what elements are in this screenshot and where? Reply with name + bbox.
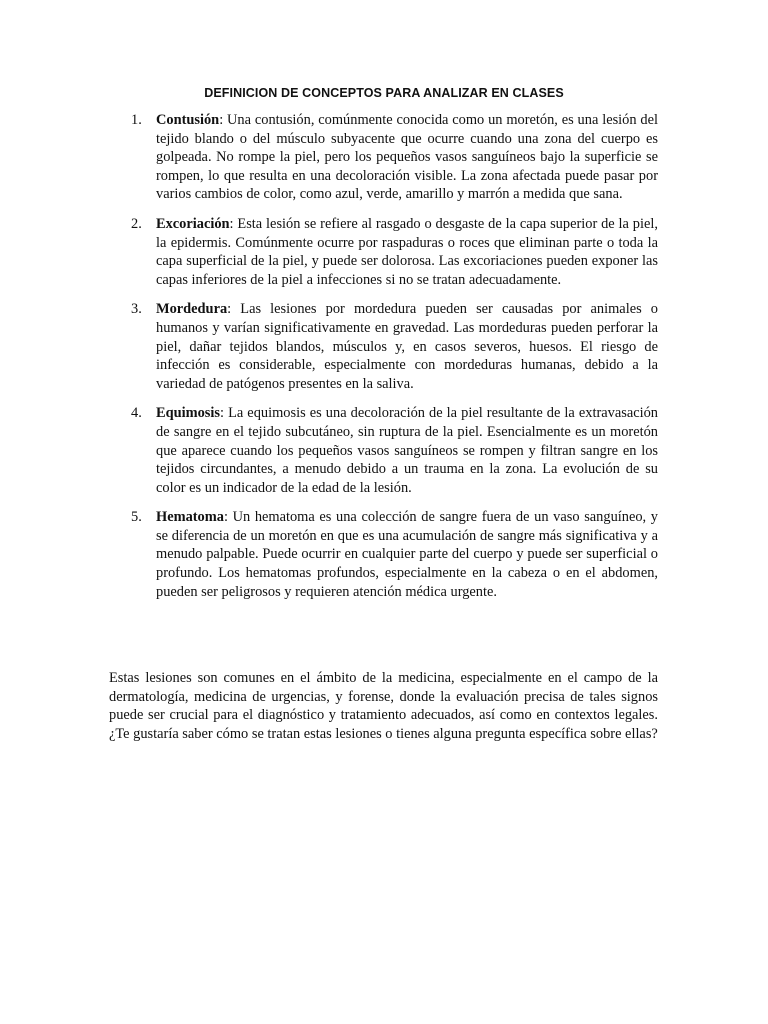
item-definition: : La equimosis es una decoloración de la piel resultante de la extravasación de sangre en el tejido subcutáneo, sin ruptura de la piel. Esencialmente es un moretón que aparece cuando los pequeños vasos sanguíneos se rompen y filtran sangre en los tejidos circundantes, a menudo debido a un trauma en la zona. La evolución de su color es un indicador de la edad de la lesión. (156, 405, 658, 496)
list-item-excoriacion (131, 215, 658, 289)
list-item-contusion (131, 111, 658, 204)
item-number: 4. (131, 405, 142, 422)
definitions-list (131, 111, 658, 612)
list-item-hematoma (131, 508, 658, 601)
item-number: 1. (131, 112, 142, 128)
item-number: 2. (131, 215, 142, 232)
item-definition: : Un hematoma es una colección de sangre fuera de un vaso sanguíneo, y se diferencia de un moretón en que es una acumulación de sangre más significativa y a menudo palpable. Puede ocurrir en cualquier parte del cuerpo y puede ser superficial o profundo. Los hematomas profundos, especialmente en la cabeza o en el abdomen, pueden ser peligrosos y requieren atención médica urgente. (156, 509, 658, 600)
item-definition: : Una contusión, comúnmente conocida como un moretón, es una lesión del tejido blando o del músculo subyacente que ocurre cuando una zona del cuerpo es golpeada. No rompe la piel, pero los pequeños vasos sanguíneos bajo la superficie se rompen, lo que resulta en una decoloración visible. La zona afectada puede pasar por varios cambios de color, como azul, verde, amarillo y marrón a medida que sana. (156, 112, 658, 203)
item-number: 5. (131, 509, 142, 526)
item-term: Contusión (156, 112, 220, 128)
item-number: 3. (131, 301, 142, 318)
list-item-mordedura (131, 300, 658, 393)
item-term: Excoriación (156, 215, 230, 232)
item-term: Mordedura (156, 301, 228, 318)
page-title: DEFINICION DE CONCEPTOS PARA ANALIZAR EN CLASES (204, 86, 564, 100)
item-definition: : Esta lesión se refiere al rasgado o desgaste de la capa superior de la piel, la epidermis. Comúnmente ocurre por raspaduras o roces que eliminan parte o toda la capa superficial de la piel, y puede ser dolorosa. Las excoriaciones pueden exponer las capas inferiores de la piel a infecciones si no se tratan adecuadamente. (156, 215, 658, 288)
item-term: Hematoma (156, 509, 224, 526)
list-item-equimosis (131, 404, 658, 497)
item-definition: : Las lesiones por mordedura pueden ser causadas por animales o humanos y varían significativamente en gravedad. Las mordeduras pueden perforar la piel, dañar tejidos blandos, músculos y, en casos severos, huesos. El riesgo de infección es considerable, especialmente con mordeduras humanas, debido a la variedad de patógenos presentes en la saliva. (156, 301, 658, 392)
closing-paragraph: Estas lesiones son comunes en el ámbito de la medicina, especialmente en el campo de la dermatología, medicina de urgencias, y forense, donde la evaluación precisa de tales signos puede ser crucial para el diagnóstico y tratamiento adecuados, así como en contextos legales. ¿Te gustaría saber cómo se tratan estas lesiones o tienes alguna pregunta específica sobre ellas? (109, 670, 658, 742)
item-term: Equimosis (156, 405, 220, 422)
